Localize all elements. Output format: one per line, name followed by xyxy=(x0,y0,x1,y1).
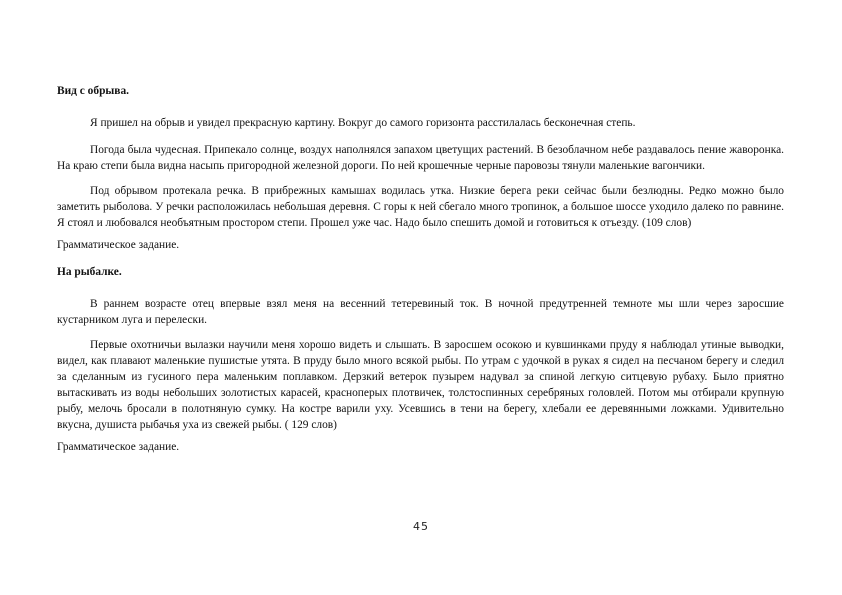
paragraph: Под обрывом протекала речка. В прибрежных камышах водилась утка. Низкие берега реки сейчас были безлюдны. Редко можно было заметить рыболова. У речки расположилась небольшая деревня. С горы к ней сбегало много тропинок, а большое шоссе уходило далеко по равнине. Я стоял и любовался необъятным простором степи. Прошел уже час. Надо было спешить домой и готовиться к отъезду. (109 слов) xyxy=(57,185,784,229)
page-number: 45 xyxy=(413,520,429,533)
paragraph: Первые охотничьи вылазки научили меня хорошо видеть и слышать. В заросшем осокою и кувшинками пруду я наблюдал утиные выводки, видел, как плавают маленькие пушистые утята. В пруду было много всякой рыбы. По утрам с удочкой в руках я сидел на песчаном берегу и следил за сделанным из гусиного пера маленьким поплавком. Дерзкий ветерок пузырем надувал за спиной легкую ситцевую рубаху. Было приятно вытаскивать из воды небольших золотистых карасей, красноперых плотвичек, толстоспинных серебряных головлей. Потом мы отбирали крупную рыбу, мелочь бросали в полотняную сумку. На костре варили уху. Усевшись в тени на берегу, хлебали ее деревянными ложками. Удивительно вкусна, душиста рыбачья уха из свежей рыбы. ( 129 слов) xyxy=(57,339,784,431)
grammar-task-label: Грамматическое задание. xyxy=(57,239,180,251)
document-page xyxy=(57,84,784,467)
paragraph: Погода была чудесная. Припекало солнце, воздух наполнялся запахом цветущих растений. В безоблачном небе раздавалось пение жаворонка. На краю степи была видна насыпь пригородной железной дороги. По ней крошечные черные паровозы тянули маленькие вагончики. xyxy=(57,144,784,172)
section-title-view-from-cliff: Вид с обрыва. xyxy=(57,85,129,97)
paragraph: Я пришел на обрыв и увидел прекрасную картину. Вокруг до самого горизонта расстилалась бесконечная степь. xyxy=(90,117,636,129)
paragraph: В раннем возрасте отец впервые взял меня на весенний тетеревиный ток. В ночной предутренней темноте мы шли через заросшие кустарником луга и перелески. xyxy=(57,298,784,326)
section-title-fishing: На рыбалке. xyxy=(57,266,122,278)
grammar-task-label: Грамматическое задание. xyxy=(57,441,180,453)
